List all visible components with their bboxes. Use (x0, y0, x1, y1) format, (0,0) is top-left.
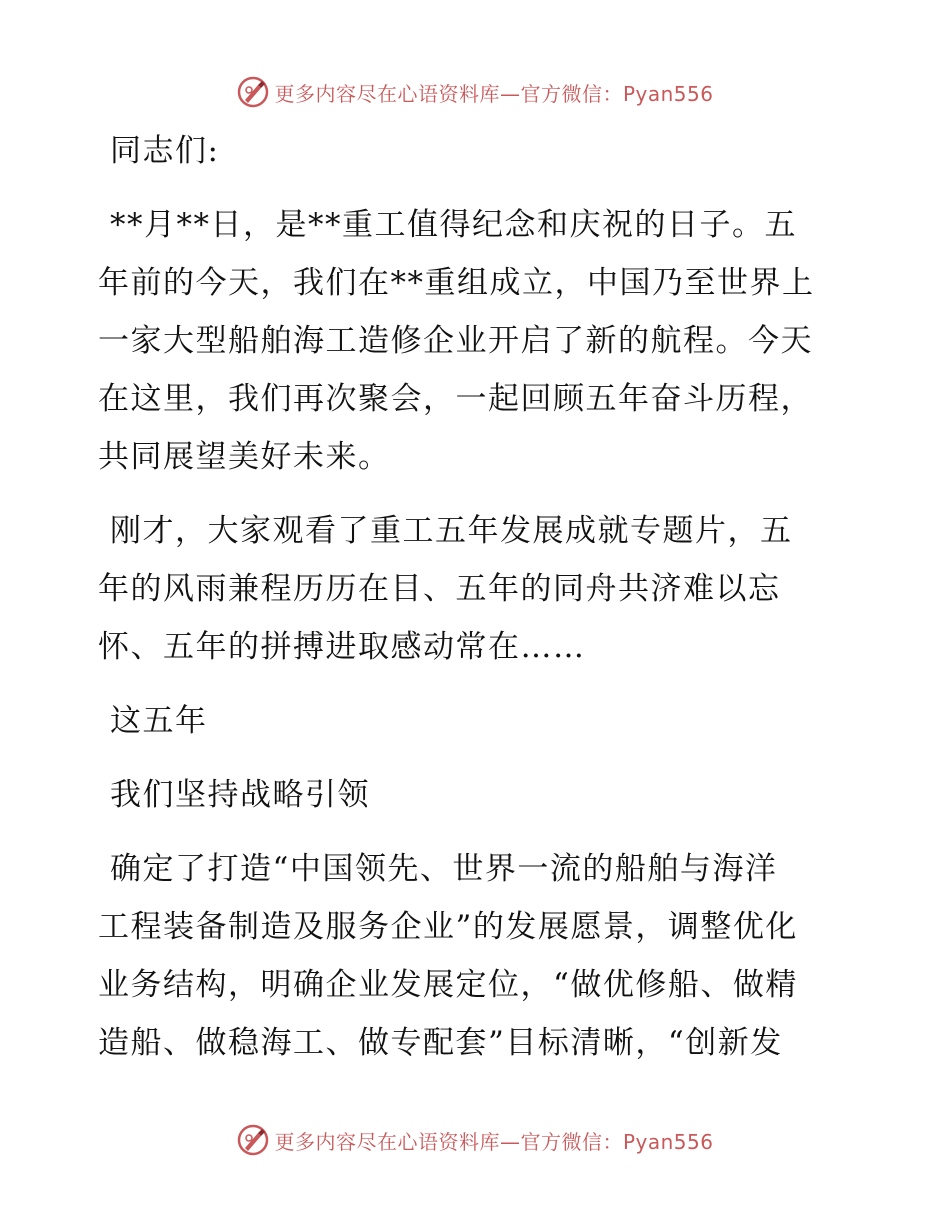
text-line: 确定了打造“中国领先、世界一流的船舶与海洋 (110, 851, 778, 887)
paragraph (98, 502, 850, 676)
text-line: 刚才，大家观看了重工五年发展成就专题片，五 (110, 513, 793, 549)
document-body (98, 122, 850, 1072)
text-line: 我们坚持战略引领 (110, 777, 370, 813)
text-line: 造船、做稳海工、做专配套”目标清晰，“创新发 (98, 1025, 783, 1061)
text-line: 同志们: (110, 133, 220, 169)
text-line: 年前的今天，我们在**重组成立，中国乃至世界上 (98, 265, 815, 301)
text-line: 一家大型船舶海工造修企业开启了新的航程。今天 (98, 323, 813, 359)
text-line: 年的风雨兼程历历在目、五年的同舟共济难以忘 (98, 571, 781, 607)
text-line: 怀、五年的拼搏进取感动常在…… (98, 629, 586, 665)
section-heading (98, 692, 850, 750)
salutation-paragraph (98, 122, 850, 180)
text-line: **月**日，是**重工值得纪念和庆祝的日子。五 (110, 207, 797, 243)
text-line: 业务结构，明确企业发展定位，“做优修船、做精 (98, 967, 798, 1003)
header-banner-text: 更多内容尽在心语资料库—官方微信：Pyan556 (274, 81, 714, 106)
text-line: 工程装备制造及服务企业”的发展愿景，调整优化 (98, 909, 798, 945)
footer-watermark-banner (0, 1120, 950, 1160)
footer-banner-text: 更多内容尽在心语资料库—官方微信：Pyan556 (274, 1129, 714, 1154)
header-watermark-banner (0, 72, 950, 112)
text-line: 在这里，我们再次聚会，一起回顾五年奋斗历程， (98, 381, 813, 417)
text-line: 共同展望美好未来。 (98, 439, 391, 475)
pen-logo-icon (236, 75, 270, 109)
paragraph (98, 196, 850, 486)
pen-logo-icon (236, 1123, 270, 1157)
text-line: 这五年 (110, 703, 208, 739)
section-heading (98, 766, 850, 824)
paragraph (98, 840, 850, 1072)
